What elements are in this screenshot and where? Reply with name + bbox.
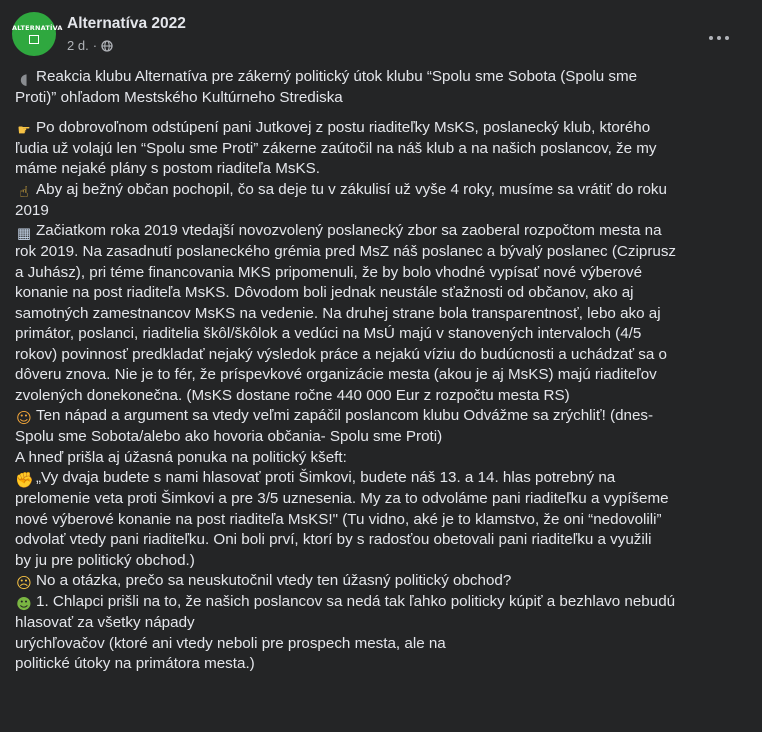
pointing-hand-icon: ☛ — [17, 120, 31, 139]
p8-line-3: urýchľovačov (ktoré ani vtedy neboli pre prospech mesta, ale na — [15, 634, 446, 652]
p1-line-1: ☛ Po dobrovoľnom odstúpení pani Jutkovej z postu riaditeľky MsKS, poslanecký klub, ktorého — [15, 118, 743, 139]
meta-separator: · — [92, 38, 98, 53]
p3-line-4: konanie na post riaditeľa MsKS. Dôvodom boli jednak neustále sťažnosti od občanov, ako aj — [15, 284, 634, 301]
page-name[interactable]: Alternatíva 2022 — [67, 15, 186, 32]
p3-line-5: samotných zamestnancov MsKS na vedenie. Na druhej strane bola transparentnosť, lebo ako aj — [15, 304, 661, 322]
index-up-icon: ☝ — [19, 182, 29, 201]
p1-line-2: ľudia už volajú len “Spolu sme Proti” zákerne zaútočil na náš klub a na našich poslancov, že my — [15, 139, 657, 157]
speaking-head-icon: ◖ — [20, 70, 28, 88]
p6-line-3: nové výberové konanie na post riaditeľa MsKS!" (Tu vidno, aké je to klamstvo, že oni “nedovolili” — [15, 510, 662, 528]
p2-line-2: 2019 — [15, 201, 49, 219]
p3-line-3: a Juhász), pri téme financovania MKS pripomenuli, že by bolo vhodné vypísať nové výberové — [15, 263, 643, 281]
thinking-face-icon: ☹ — [16, 574, 32, 592]
intro-line-2: Proti)” ohľadom Mestského Kultúrneho Strediska — [15, 89, 343, 106]
p3-line-2: rok 2019. Na zasadnutí poslaneckého grémia pred MsZ náš poslanec a bývalý poslanec (Cziprusz — [15, 243, 677, 260]
p1-line-3: máme nejaké plány s postom riaditeľa MsKS. — [15, 160, 320, 177]
post-meta — [67, 38, 113, 53]
p8-line-4: politické útoky na primátora mesta.) — [15, 655, 255, 672]
p7-line: ☹ No a otázka, prečo sa neuskutočnil vtedy ten úžasný politický obchod? — [16, 572, 512, 592]
p4-line-2: Spolu sme Sobota/alebo ako hovoria občania- Spolu sme Proti) — [15, 428, 443, 445]
fist-icon: ✊ — [15, 471, 34, 489]
facepalm-icon: ☻ — [16, 595, 32, 613]
post-text — [15, 67, 743, 675]
p8-line-2: hlasovať za všetky nápady — [15, 614, 195, 631]
p6-line-2: prelomenie veta proti Šimkovi a pre 3/5 uznesenia. My za to odvoláme pani riaditeľku a vypíšeme — [15, 490, 669, 507]
p6-line-5: by ju pre politický obchod.) — [15, 551, 195, 569]
p4-line-1: ☺ Ten nápad a argument sa vtedy veľmi zapáčil poslancom klubu Odvážme sa zrýchliť! (dnes- — [16, 407, 654, 427]
avatar[interactable] — [12, 12, 63, 56]
p8-line-1: ☻ 1. Chlapci prišli na to, že našich poslancov sa nedá tak ľahko politicky kúpiť a bezhlavo nebudú — [16, 593, 676, 613]
p3-line-6: primátor, poslanci, riaditelia škôl/škôlok a vedúci na MsÚ majú v stanovených intervaloch (4/5 — [15, 325, 642, 342]
logo-mark-icon — [29, 35, 39, 44]
smiling-hearts-icon: ☺ — [16, 409, 32, 427]
intro-line-1: ◖ Reakcia klubu Alternatíva pre zákerný politický útok klubu “Spolu sme Sobota (Spolu sme — [15, 67, 743, 88]
p6-line-4: odvolať vtedy pani riaditeľku. Oni boli prví, ktorí by s radosťou obetovali pani riaditeľku a využili — [15, 531, 652, 548]
p3-line-1: ▦ Začiatkom roka 2019 vtedajší novozvolený poslanecký zbor sa zaoberal rozpočtom mesta na — [16, 222, 662, 242]
p3-line-9: zvolených donekonečna. (MsKS dostane ročne 440 000 Eur z rozpočtu mesta RS) — [15, 386, 570, 404]
post-header — [12, 12, 750, 58]
more-options-button[interactable] — [700, 20, 736, 56]
p2-line-1: ☝ Aby aj bežný občan pochopil, čo sa deje tu v zákulisí už vyše 4 roky, musíme sa vrátiť do roku — [15, 180, 743, 201]
p5-line: A hneď prišla aj úžasná ponuka na politický kšeft: — [15, 448, 347, 466]
p3-line-7: rokov) povinnosť predkladať nejaký výsledok práce a nejakú víziu do budúcnosti a uchádzať sa o — [15, 345, 667, 363]
post-time[interactable]: 2 d. — [67, 38, 89, 53]
p3-line-8: dôveru znova. Nie je to fér, že príspevkové organizácie mesta (akou je aj MsKS) majú riaditeľov — [15, 366, 657, 383]
globe-icon[interactable] — [101, 40, 113, 52]
avatar-label: ALTERNATÍVA — [12, 24, 63, 32]
calendar-icon: ▦ — [16, 224, 32, 242]
more-options-icon — [709, 36, 729, 40]
p6-line-1: ✊ „Vy dvaja budete s nami hlasovať proti Šimkovi, budete náš 13. a 14. hlas potrebný na — [15, 469, 616, 489]
